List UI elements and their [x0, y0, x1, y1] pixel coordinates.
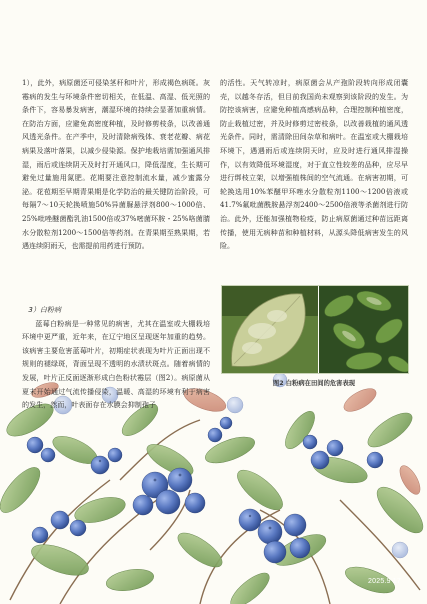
left-column-upper	[22, 76, 210, 253]
section-subhead: 3）白粉病	[28, 305, 62, 314]
left-paragraph-1: 1），此外，病原菌还可侵染茎秆和叶片，形成褐色病斑。灰霉病的发生与环境条件密切相关，在低温、高湿、低光照的条件下，容易暴发病害，潮湿环境的持续会显著加重病情。在防治方面，应避免高密度种植，及时修剪枝条，以改善通风透光条件。在产季中，及时清除病残体、衰老花瓣、病花病果及落叶落果，以减少侵染源。保护地栽培需加强通风排湿，雨后或连续阴天及时打开通风口，降低湿度，生长期可避免过量施用氮肥。花期要注意控制流水量，减少蜜露分泌。花苞期至早期青果期是化学防治的最关键防治阶段，可每隔7～10天轮换喷施50%异菌脲悬浮剂800～1000倍、25%吡唑醚菌酯乳油1500倍或37%嘧菌环胺・25%咯菌腈水分散粒剂1200～1500倍等药剂。在青果期至熟果期，若遇连续阴雨天，也需提前用药进行预防。	[22, 78, 210, 251]
diseased-leaf-photo-icon	[222, 286, 318, 373]
left-column-lower	[22, 303, 210, 412]
page-number: 2025.9 17	[368, 578, 401, 585]
right-column	[220, 76, 408, 253]
blueberry-bush-photo-icon	[319, 286, 408, 373]
left-paragraph-2: 蓝莓白粉病是一种常见的病害，尤其在温室或大棚栽培环境中更严重，近年来，在辽宁地区呈现逐年加重的趋势。该病害主要危害蓝莓叶片，初期症状表现为叶片正面出现不规则的褪绿斑，背面呈现不透明的水渍状斑点。随着病情的发展，叶片正反面逐渐形成白色粉状霉层（图2）。病原菌从夏末开始通过气流传播侵染，温暖、高湿的环境有利于病害的发生，然而，叶表面存在水膜会抑制孢子	[22, 318, 210, 410]
figure-caption: 图2 白粉病在田间的危害表现	[272, 380, 356, 387]
right-paragraph-1: 的活性。天气转凉时，病原菌会从产孢阶段转向形成闭囊壳，以越冬存活，但目前我国尚未观察到该阶段的发生。为防控该病害，应避免种植高感病品种，合理控制种植密度，防止栽植过密，并及时修剪过密枝条，以改善栽植的通风透光条件。同时，需清除田间杂草和病叶。在温室或大棚栽培环境下，遇遇雨后或连续阴天时，应及时进行通风排湿操作，以有效降低环境湿度，对于直立性较差的品种，应尽早进行绑枝立架，以增强植株间的空气流通。在病害初期，可轮换选用10%苯醚甲环唑水分散粒剂1100～1200倍液或41.7%氟吡菌酰胺悬浮剂2400～2500倍液等杀菌剂进行防治。此外，还能加强植物检疫，防止病原菌通过种苗远距离传播，使用无病种苗和种植材料，从源头降低病害发生的风险。	[220, 78, 408, 251]
figure-2	[221, 285, 409, 374]
